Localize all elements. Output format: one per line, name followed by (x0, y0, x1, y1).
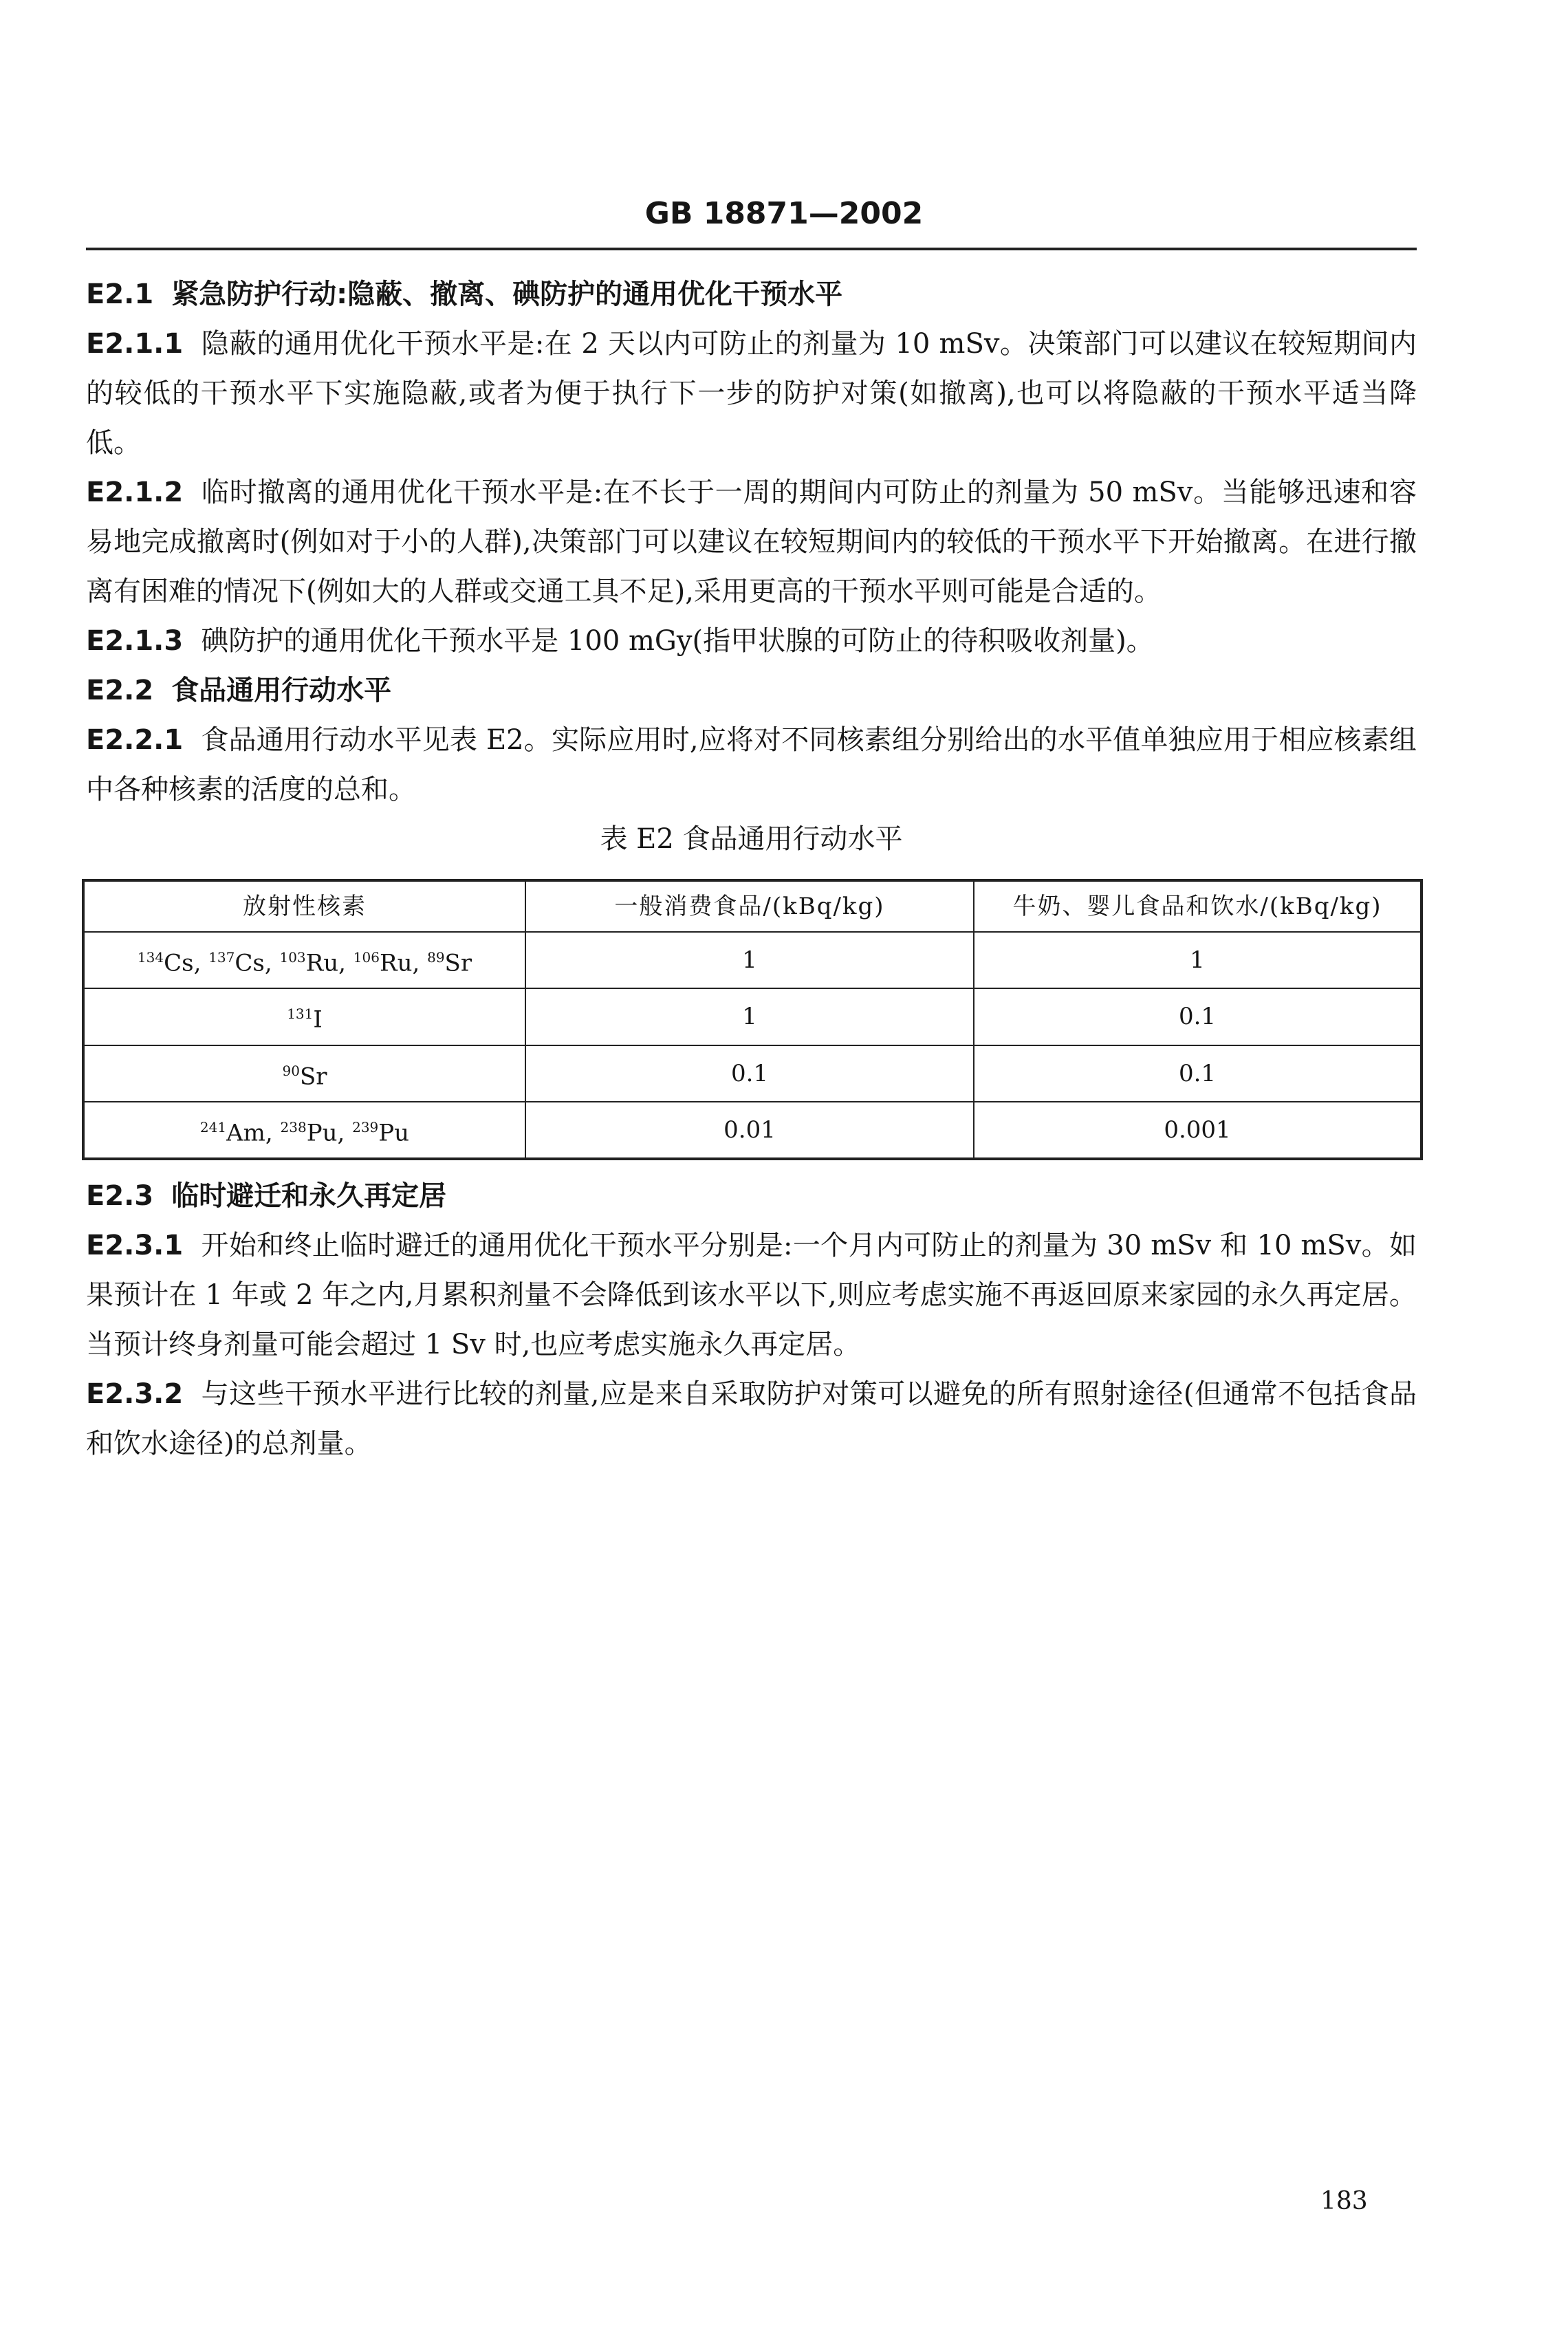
general-food-level: 1 (525, 932, 974, 988)
nuclide-cell (83, 1102, 525, 1159)
element-symbol: Pu (378, 1119, 410, 1147)
mass-number: 90 (282, 1062, 300, 1079)
section-number: E2.3.1 (86, 1230, 184, 1262)
mass-number: 241 (199, 1118, 227, 1135)
nuclide-cell (83, 932, 525, 988)
paragraph-text: 临时撤离的通用优化干预水平是:在不长于一周的期间内可防止的剂量为 50 mSv。当能够迅速和容易地完成撤离时(例如对于小的人群),决策部门可以建议在较短期间内的较低的干预水平下开始撤离。在进行撤离有困难的情况下(例如大的人群或交通工具不足),采用更高的干预水平则可能是合适的。 (86, 477, 1417, 607)
section-heading (86, 666, 1417, 715)
page-header: GB 18871—2002 (644, 196, 924, 231)
table-body (83, 932, 1422, 1159)
general-food-level: 0.01 (525, 1102, 974, 1159)
table-row (83, 1102, 1422, 1159)
section-number: E2.1.3 (86, 625, 184, 657)
nuclide-separator: , (193, 949, 209, 977)
element-symbol: I (313, 1005, 323, 1034)
section-title: 临时避迁和永久再定居 (171, 1180, 447, 1213)
document-body (86, 270, 1417, 1468)
element-symbol: Cs (164, 949, 194, 977)
section-number: E2.2.1 (86, 724, 184, 756)
general-food-level: 0.1 (525, 1045, 974, 1102)
column-header-general-food: 一般消费食品/(kBq/kg) (525, 880, 974, 932)
element-symbol: Am (226, 1119, 265, 1147)
mass-number: 239 (352, 1118, 379, 1135)
column-header-nuclide: 放射性核素 (83, 880, 525, 932)
table-row (83, 932, 1422, 988)
nuclide-cell (83, 988, 525, 1045)
mass-number: 134 (137, 949, 164, 966)
table-caption: 表 E2 食品通用行动水平 (600, 823, 903, 855)
nuclide-separator: , (264, 949, 280, 977)
food-action-level-table (82, 879, 1423, 1160)
paragraph (86, 616, 1417, 666)
general-food-level: 1 (525, 988, 974, 1045)
page-number: 183 (1320, 2187, 1368, 2215)
section-title: 食品通用行动水平 (171, 675, 392, 706)
nuclide-separator: , (265, 1119, 281, 1147)
table-row (83, 988, 1422, 1045)
header-rule (86, 248, 1417, 250)
section-heading (86, 1171, 1417, 1221)
section-number: E2.3 (86, 1180, 154, 1213)
paragraph-text: 碘防护的通用优化干预水平是 100 mGy(指甲状腺的可防止的待积吸收剂量)。 (201, 625, 1154, 657)
section-number: E2.3.2 (86, 1378, 184, 1411)
paragraph-text: 与这些干预水平进行比较的剂量,应是来自采取防护对策可以避免的所有照射途径(但通常不包括食品和饮水途径)的总剂量。 (86, 1378, 1417, 1460)
element-symbol: Cs (235, 949, 265, 977)
column-header-milk-infant-water: 牛奶、婴儿食品和饮水/(kBq/kg) (974, 880, 1422, 932)
element-symbol: Ru (305, 949, 339, 977)
paragraph (86, 319, 1417, 468)
element-symbol: Ru (379, 949, 413, 977)
paragraph-text: 隐蔽的通用优化干预水平是:在 2 天以内可防止的剂量为 10 mSv。决策部门可以建议在较短期间内的较低的干预水平下实施隐蔽,或者为便于执行下一步的防护对策(如撤离),也可以将隐蔽的干预水平适当降低。 (86, 328, 1417, 459)
mass-number: 106 (353, 949, 380, 966)
section-number: E2.1.2 (86, 477, 184, 508)
mass-number: 238 (280, 1118, 307, 1135)
paragraph-text: 开始和终止临时避迁的通用优化干预水平分别是:一个月内可防止的剂量为 30 mSv 和 10 mSv。如果预计在 1 年或 2 年之内,月累积剂量不会降低到该水平以下,则应考虑实施不再返回原来家园的永久再定居。当预计终身剂量可能会超过 1 Sv 时,也应考虑实施永久再定居。 (86, 1230, 1417, 1361)
mass-number: 89 (427, 949, 445, 966)
paragraph (86, 1221, 1417, 1369)
section-number: E2.1 (86, 279, 154, 310)
nuclide-separator: , (338, 949, 353, 977)
section-number: E2.1.1 (86, 328, 184, 360)
paragraph-text: 食品通用行动水平见表 E2。实际应用时,应将对不同核素组分别给出的水平值单独应用于相应核素组中各种核素的活度的总和。 (86, 724, 1417, 805)
nuclide-separator: , (412, 949, 428, 977)
section-heading (86, 270, 1417, 319)
mass-number: 103 (279, 949, 306, 966)
paragraph (86, 468, 1417, 616)
nuclide-cell (83, 1045, 525, 1102)
milk-infant-water-level: 0.1 (974, 1045, 1422, 1102)
table-header-row (83, 880, 1422, 932)
table-row (83, 1045, 1422, 1102)
mass-number: 137 (208, 949, 235, 966)
element-symbol: Pu (306, 1119, 338, 1147)
milk-infant-water-level: 0.001 (974, 1102, 1422, 1159)
element-symbol: Sr (444, 949, 472, 977)
section-title: 紧急防护行动:隐蔽、撤离、碘防护的通用优化干预水平 (171, 279, 843, 310)
paragraph (86, 715, 1417, 814)
section-number: E2.2 (86, 675, 154, 706)
paragraph (86, 1369, 1417, 1468)
milk-infant-water-level: 0.1 (974, 988, 1422, 1045)
nuclide-separator: , (337, 1119, 353, 1147)
element-symbol: Sr (299, 1062, 327, 1090)
mass-number: 131 (287, 1005, 314, 1023)
milk-infant-water-level: 1 (974, 932, 1422, 988)
